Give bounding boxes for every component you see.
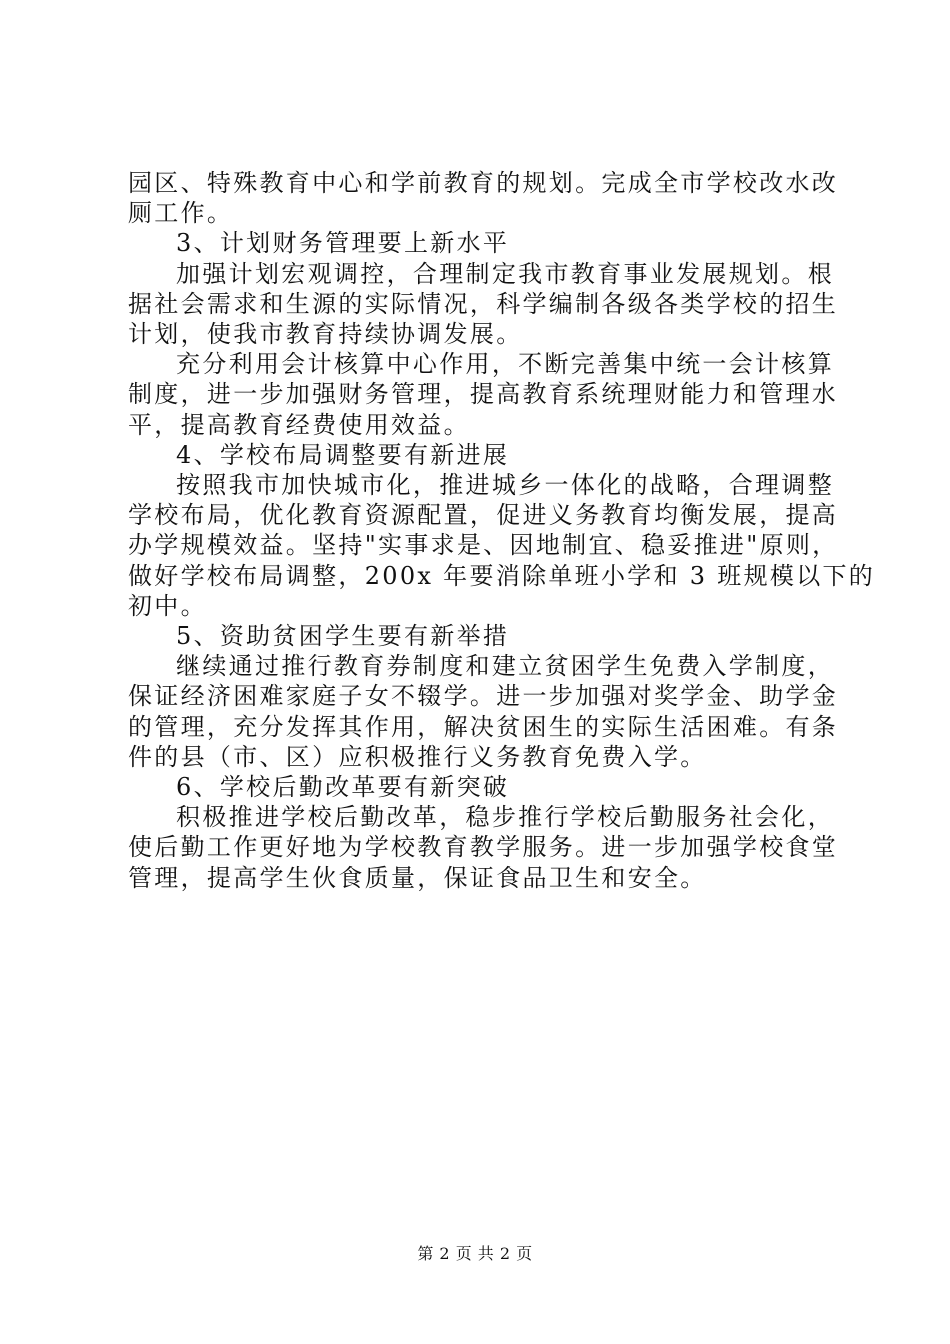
text-line: 保证经济困难家庭子女不辍学。进一步加强对奖学金、助学金 — [128, 682, 839, 711]
text-line: 积极推进学校后勤改革，稳步推行学校后勤服务社会化， — [176, 803, 834, 832]
text-line: 件的县（市、区）应积极推行义务教育免费入学。 — [128, 742, 707, 771]
text-line: 平，提高教育经费使用效益。 — [128, 410, 470, 439]
text-line: 做好学校布局调整，200x 年要消除单班小学和 3 班规模以下的 — [128, 561, 876, 590]
text-line: 办学规模效益。坚持"实事求是、因地制宜、稳妥推进"原则， — [128, 531, 839, 560]
text-line: 使后勤工作更好地为学校教育教学服务。进一步加强学校食堂 — [128, 833, 839, 862]
section-heading: 4、学校布局调整要有新进展 — [176, 440, 510, 469]
text-line: 加强计划宏观调控，合理制定我市教育事业发展规划。根 — [176, 259, 834, 288]
text-line: 初中。 — [128, 591, 207, 620]
text-line: 厕工作。 — [128, 199, 234, 228]
section-heading: 5、资助贫困学生要有新举措 — [176, 622, 510, 651]
text-line: 管理，提高学生伙食质量，保证食品卫生和安全。 — [128, 863, 707, 892]
section-heading: 3、计划财务管理要上新水平 — [176, 229, 510, 258]
section-heading: 6、学校后勤改革要有新突破 — [176, 773, 510, 802]
text-line: 继续通过推行教育券制度和建立贫困学生免费入学制度， — [176, 652, 834, 681]
page-number-footer: 第 2 页 共 2 页 — [417, 1244, 533, 1263]
text-line: 园区、特殊教育中心和学前教育的规划。完成全市学校改水改 — [128, 169, 839, 197]
text-line: 的管理，充分发挥其作用，解决贫困生的实际生活困难。有条 — [128, 712, 839, 741]
text-line: 据社会需求和生源的实际情况，科学编制各级各类学校的招生 — [128, 289, 839, 318]
text-line: 按照我市加快城市化，推进城乡一体化的战略，合理调整 — [176, 471, 834, 500]
text-line: 充分利用会计核算中心作用，不断完善集中统一会计核算 — [176, 350, 834, 379]
text-line: 制度，进一步加强财务管理，提高教育系统理财能力和管理水 — [128, 380, 839, 409]
document-body — [128, 168, 876, 893]
text-line: 学校布局，优化教育资源配置，促进义务教育均衡发展，提高 — [128, 501, 839, 530]
text-line: 计划，使我市教育持续协调发展。 — [128, 320, 523, 349]
